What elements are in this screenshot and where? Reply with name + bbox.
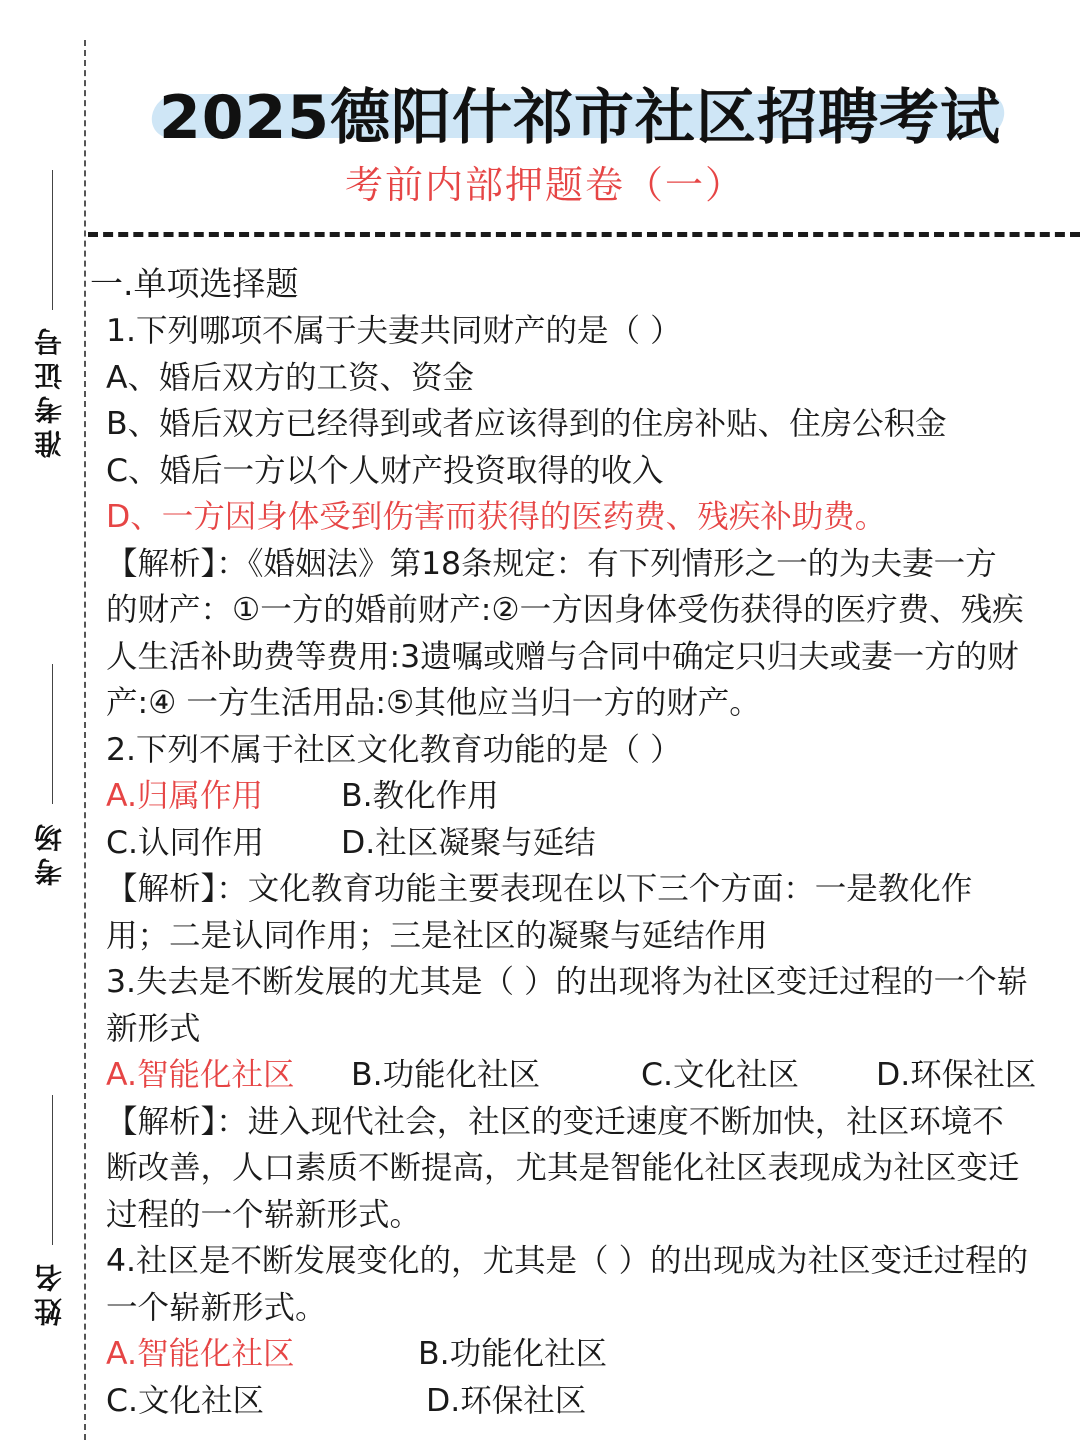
q2-stem: 2.下列不属于社区文化教育功能的是（ ） xyxy=(106,731,682,768)
q4-option-b: B.功能化社区 xyxy=(418,1336,608,1372)
q4-options-row-2 xyxy=(106,1378,1078,1425)
exam-room-label: 考场 xyxy=(33,818,66,886)
q3-option-d: D.环保社区 xyxy=(876,1057,1037,1093)
q2-option-d: D.社区凝聚与延结 xyxy=(341,824,596,861)
q1-option-d-answer: D、一方因身体受到伤害而获得的医药费、残疾补助费。 xyxy=(106,499,887,535)
q2-option-b: B.教化作用 xyxy=(341,778,499,814)
q3-analysis-line: 断改善，人口素质不断提高，尤其是智能化社区表现成为社区变迁 xyxy=(106,1150,1020,1186)
q3-option-b: B.功能化社区 xyxy=(351,1057,541,1093)
title-block xyxy=(150,66,1010,153)
q1-analysis-line: 人生活补助费等费用:3遗嘱或赠与合同中确定只归夫或妻一方的财 xyxy=(106,638,1019,675)
q2-options-row-1 xyxy=(106,773,1078,820)
name-fill-line[interactable] xyxy=(52,1095,53,1245)
q1-stem: 1.下列哪项不属于夫妻共同财产的是（ ） xyxy=(106,313,682,349)
q2-analysis-line: 用；二是认同作用；三是社区的凝聚与延结作用 xyxy=(106,917,768,954)
q4-option-a-answer: A.智能化社区 xyxy=(106,1336,295,1372)
q4-stem-line: 一个崭新形式。 xyxy=(106,1289,327,1326)
q2-option-a-answer: A.归属作用 xyxy=(106,778,264,814)
binding-dashed-rule xyxy=(84,40,86,1440)
q2-options-row-2 xyxy=(106,820,1078,867)
question-list xyxy=(106,308,1078,1424)
exam-id-fill-line[interactable] xyxy=(52,170,53,310)
q3-options-row xyxy=(106,1052,1078,1099)
q1-option-c: C、婚后一方以个人财产投资取得的收入 xyxy=(106,452,664,489)
q3-option-c: C.文化社区 xyxy=(641,1057,800,1093)
name-label: 姓名 xyxy=(33,1258,66,1326)
q1-analysis-line: 【解析】：《婚姻法》第18条规定：有下列情形之一的为夫妻一方 xyxy=(106,545,997,582)
q3-analysis-line: 过程的一个崭新形式。 xyxy=(106,1196,422,1233)
q4-options-row-1 xyxy=(106,1331,1078,1378)
q2-option-c: C.认同作用 xyxy=(106,824,265,861)
q3-option-a-answer: A.智能化社区 xyxy=(106,1057,295,1093)
q1-option-b: B、婚后双方已经得到或者应该得到的住房补贴、住房公积金 xyxy=(106,406,947,442)
q3-analysis-line: 【解析】：进入现代社会，社区的变迁速度不断加快，社区环境不 xyxy=(106,1103,1004,1140)
q1-analysis-line: 的财产：①一方的婚前财产:②一方因身体受伤获得的医疗费、残疾 xyxy=(106,592,1024,628)
q4-option-d: D.环保社区 xyxy=(426,1382,587,1419)
header-divider xyxy=(88,232,1080,237)
section-title: 一.单项选择题 xyxy=(90,264,299,303)
page-title: 2025德阳什祁市社区招聘考试 xyxy=(159,83,1001,153)
exam-id-label: 准考证号 xyxy=(33,322,66,458)
q3-stem-line: 3.失去是不断发展的尤其是（ ）的出现将为社区变迁过程的一个崭 xyxy=(106,964,1029,1000)
q2-analysis-line: 【解析】：文化教育功能主要表现在以下三个方面：一是教化作 xyxy=(106,871,973,907)
exam-room-fill-line[interactable] xyxy=(52,664,53,804)
q4-stem-line: 4.社区是不断发展变化的，尤其是（ ）的出现成为社区变迁过程的 xyxy=(106,1243,1029,1279)
page-subtitle: 考前内部押题卷（一） xyxy=(344,163,745,207)
q3-stem-line: 新形式 xyxy=(106,1010,201,1047)
q1-analysis-line: 产:④ 一方生活用品:⑤其他应当归一方的财产。 xyxy=(106,685,761,721)
binding-strip xyxy=(0,0,86,1443)
q4-option-c: C.文化社区 xyxy=(106,1382,265,1419)
q1-option-a: A、婚后双方的工资、资金 xyxy=(106,359,475,396)
